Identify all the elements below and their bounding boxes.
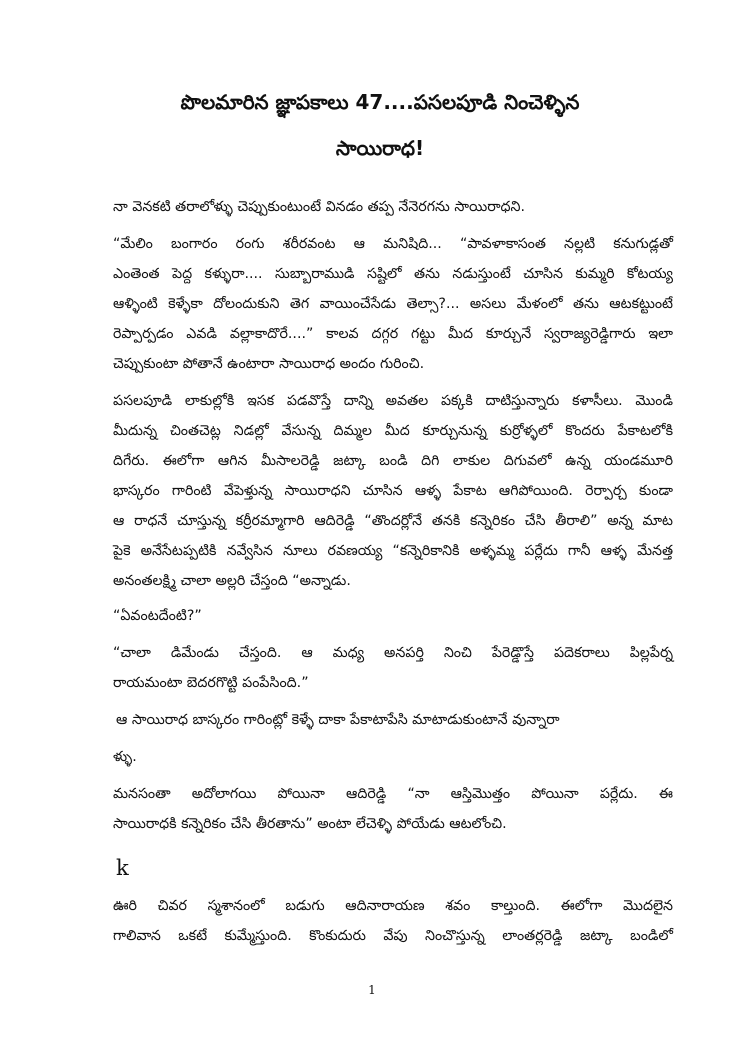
text-line: ఆ సాయిరాధ బాస్కరం గారింట్లో కెళ్ళే దాకా పేకాటాపేసి మాటాడుకుంటానే వున్నారా (116, 712, 560, 728)
section-mark: k (116, 856, 129, 880)
text-line: భాస్కరం గారింటి వేపెళ్తున్న సాయిరాధని చూసిన ఆళ్ళ పేకాట ఆగిపోయింది. రెర్పార్చ కుండా (113, 483, 673, 499)
text-line: పసలపూడి లాకుల్లోకి ఇసక పడవొస్తే దాన్ని అవతల పక్కకి దాటిస్తున్నారు కళాసీలు. మొండి (113, 393, 673, 409)
text-line: గాలివాన ఒకటే కుమ్మేస్తుంది. కొంకుదురు వేపు నించొస్తున్న లాంతర్లరెడ్డి జట్కా బండిలో (113, 928, 673, 944)
text-line: మీదున్న చింతచెట్ల నిడల్లో వేసున్న దిమ్మల మీద కూర్చునున్న కుర్రోళ్ళలో కొందరు పేకాటలోకి (113, 423, 673, 439)
document-title-line-1: పొలమారిన జ్ఞాపకాలు 47....పసలపూడి నించెళ్ళిన (180, 90, 580, 114)
text-line: “చాలా డిమేండు చేస్తంది. ఆ మధ్య అనపర్తి నించి పేరెడ్డొస్తే పదెకరాలు పిల్లపేర్న (113, 645, 673, 661)
text-line: ఆళ్ళింటి కెళ్ళేకా దోలందుకుని తెగ వాయించేసేడు తెల్సా?... అసలు మేళంలో తను ఆటకట్టుంటే (113, 296, 673, 312)
text-line: పైకె అనేసేటప్పటికి నవ్వేసిన నూలు రవణయ్య “కన్నెరికానికి అళ్ళమ్మ పర్లేదు గానీ ఆళ్ళ మేనత్త (113, 543, 673, 559)
text-line: “మేలిం బంగారం రంగు శరీరవంట ఆ మనిషిది... “పావళాకాసంత నల్లటి కనుగుడ్లతో (113, 236, 673, 252)
text-line: ఆ రాధనే చూస్తున్న కర్రీరమ్మాగారి ఆదిరెడ్డి “తొందర్లోనే తనకి కన్నెరికం చేసి తీరాలి” అన్న మాట (113, 513, 673, 529)
text-line: రాయమంటా బెదరగొట్టి పంపేసింది.” (113, 675, 309, 691)
text-line: మనసంతా అదోలాగయి పోయినా ఆదిరెడ్డి “నా ఆస్తిమొత్తం పోయినా పర్లేదు. ఈ (113, 786, 673, 802)
document-title-line-2: సాయిరాధ! (335, 136, 425, 160)
text-line: ఎంతెంత పెద్ద కళ్ళురా.... సుబ్బారాముడి సష్టిలో తను నడుస్తుంటే చూసిన కుమ్మరి కోటయ్య (113, 266, 673, 282)
text-line: ళ్ళు. (113, 749, 137, 765)
text-line: చెప్పుకుంటా పోతానే ఉంటారా సాయిరాధ అందం గురించి. (113, 356, 425, 372)
text-line: సాయిరాధకి కన్నెరికం చేసి తీరతాను” అంటా లేచెళ్ళి పోయేడు ఆటలోంచి. (113, 816, 507, 832)
text-line: “ఏవంటదేంటి?” (113, 608, 202, 624)
text-line: దిగేరు. ఈలోగా ఆగిన మీసాలరెడ్డి జట్కా బండి దిగి లాకుల దిగువలో ఉన్న యండమూరి (113, 453, 673, 469)
page-number: 1 (368, 983, 376, 997)
text-line: నా వెనకటి తరాలోళ్ళు చెప్పుకుంటుంటే వినడం తప్ప నేనెరగను సాయిరాధని. (113, 199, 526, 215)
text-line: ఊరి చివర స్మశానంలో బడుగు ఆదినారాయణ శవం కాల్తుంది. ఈలోగా మొదలైన (113, 898, 673, 914)
text-line: రెప్పార్పడం ఎవడి వల్లాకాదొరే....” కాలవ దగ్గర గట్టు మీద కూర్చునే స్వరాజ్యరెడ్డిగారు ఇలా (113, 326, 673, 342)
text-line: అనంతలక్ష్మి చాలా అల్లరి చేస్తంది “అన్నాడు. (113, 573, 351, 589)
